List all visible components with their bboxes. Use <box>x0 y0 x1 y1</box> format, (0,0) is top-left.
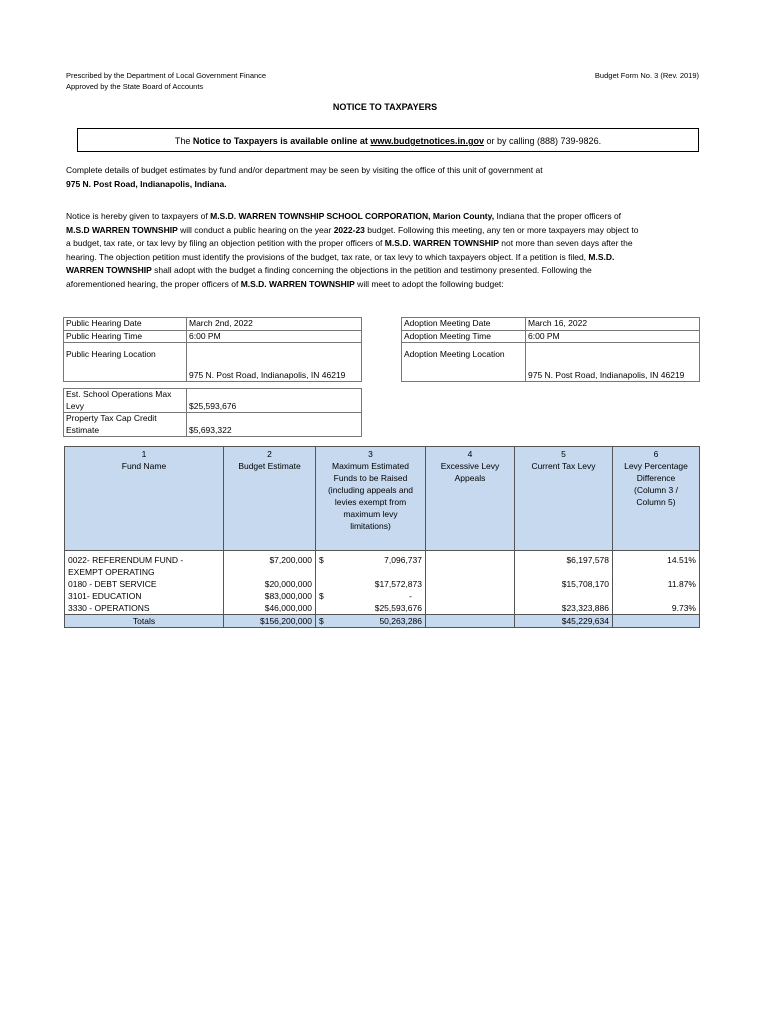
table-row: 3330 - OPERATIONS $46,000,000 $25,593,676 $23,323,886 9.73% <box>65 602 700 615</box>
prescribed-by: Prescribed by the Department of Local Government Finance <box>66 71 267 80</box>
adoption-time-value: 6:00 PM <box>526 330 700 343</box>
estimates-table <box>63 388 362 437</box>
adoption-time-label: Adoption Meeting Time <box>402 330 526 343</box>
table-header-row <box>65 447 700 551</box>
table-row: 3101- EDUCATION $83,000,000 $ - <box>65 590 700 602</box>
notice-paragraph: Notice is hereby given to taxpayers of M.S.D. WARREN TOWNSHIP SCHOOL CORPORATION, Marion County, Indiana that the proper officers of M.S.D WARREN TOWNSHIP will conduct a public hearing on the year 2022-23 budget. Following this meeting, any ten or more taxpayers may object to a budget, tax rate, or tax levy by filing an objection petition with the proper officers of M.S.D. WARREN TOWNSHIP not more than seven days after the hearing. The objection petition must identify the provisions of the budget, tax rate, or tax levy to which taxpayers object. If a petition is filed, M.S.D. WARREN TOWNSHIP shall adopt with the budget a finding concerning the objections in the petition and testimony presented. Following the aforementioned hearing, the proper officers of M.S.D. WARREN TOWNSHIP will meet to adopt the following budget: <box>66 211 639 289</box>
page-title: NOTICE TO TAXPAYERS <box>332 102 438 112</box>
hearing-location-label: Public Hearing Location <box>64 343 187 382</box>
budget-table <box>64 446 700 628</box>
adoption-date-label: Adoption Meeting Date <box>402 318 526 331</box>
details-line: Complete details of budget estimates by fund and/or department may be seen by visiting the office of this unit of government at <box>66 165 543 175</box>
notice-pre: The <box>174 136 193 146</box>
public-hearing-table <box>63 317 362 382</box>
adoption-meeting-table <box>401 317 700 382</box>
table-row: 0022- REFERENDUM FUND - EXEMPT OPERATING $7,200,000 $ 7,096,737 $6,197,578 14.51% <box>65 551 700 579</box>
adoption-location-value: 975 N. Post Road, Indianapolis, IN 46219 <box>526 343 700 382</box>
notice-availability-box <box>77 128 699 152</box>
hearing-date-value: March 2nd, 2022 <box>187 318 362 331</box>
ops-levy-label: Est. School Operations Max Levy <box>64 389 187 413</box>
budget-notices-link[interactable]: www.budgetnotices.in.gov <box>370 136 484 146</box>
ops-levy-value: $25,593,676 <box>187 389 362 413</box>
tax-cap-value: $5,693,322 <box>187 413 362 437</box>
hearing-location-value: 975 N. Post Road, Indianapolis, IN 46219 <box>187 343 362 382</box>
approved-by: Approved by the State Board of Accounts <box>66 82 204 91</box>
hearing-time-value: 6:00 PM <box>187 330 362 343</box>
col-current-levy: 5 Current Tax Levy <box>515 447 613 551</box>
notice-bold: Notice to Taxpayers is available online at <box>192 136 371 146</box>
col-excessive-levy: 4 Excessive Levy Appeals <box>426 447 515 551</box>
table-row: 0180 - DEBT SERVICE $20,000,000 $17,572,873 $15,708,170 11.87% <box>65 578 700 590</box>
form-number: Budget Form No. 3 (Rev. 2019) <box>594 71 699 80</box>
col-levy-pct: 6 Levy Percentage Difference (Column 3 / Column 5) <box>613 447 700 551</box>
notice-post: or by calling (888) 739-9826. <box>484 136 602 146</box>
col-max-funds: 3 Maximum Estimated Funds to be Raised (including appeals and levies exempt from maximum levy limitations) <box>316 447 426 551</box>
adoption-location-label: Adoption Meeting Location <box>402 343 526 382</box>
hearing-time-label: Public Hearing Time <box>64 330 187 343</box>
col-fund-name: 1 Fund Name <box>65 447 224 551</box>
hearing-date-label: Public Hearing Date <box>64 318 187 331</box>
tax-cap-label: Property Tax Cap Credit Estimate <box>64 413 187 437</box>
col-budget-estimate: 2 Budget Estimate <box>224 447 316 551</box>
details-address: 975 N. Post Road, Indianapolis, Indiana. <box>66 178 227 189</box>
details-block <box>66 164 706 191</box>
table-totals-row: Totals $156,200,000 $ 50,263,286 $45,229,634 <box>65 615 700 628</box>
adoption-date-value: March 16, 2022 <box>526 318 700 331</box>
